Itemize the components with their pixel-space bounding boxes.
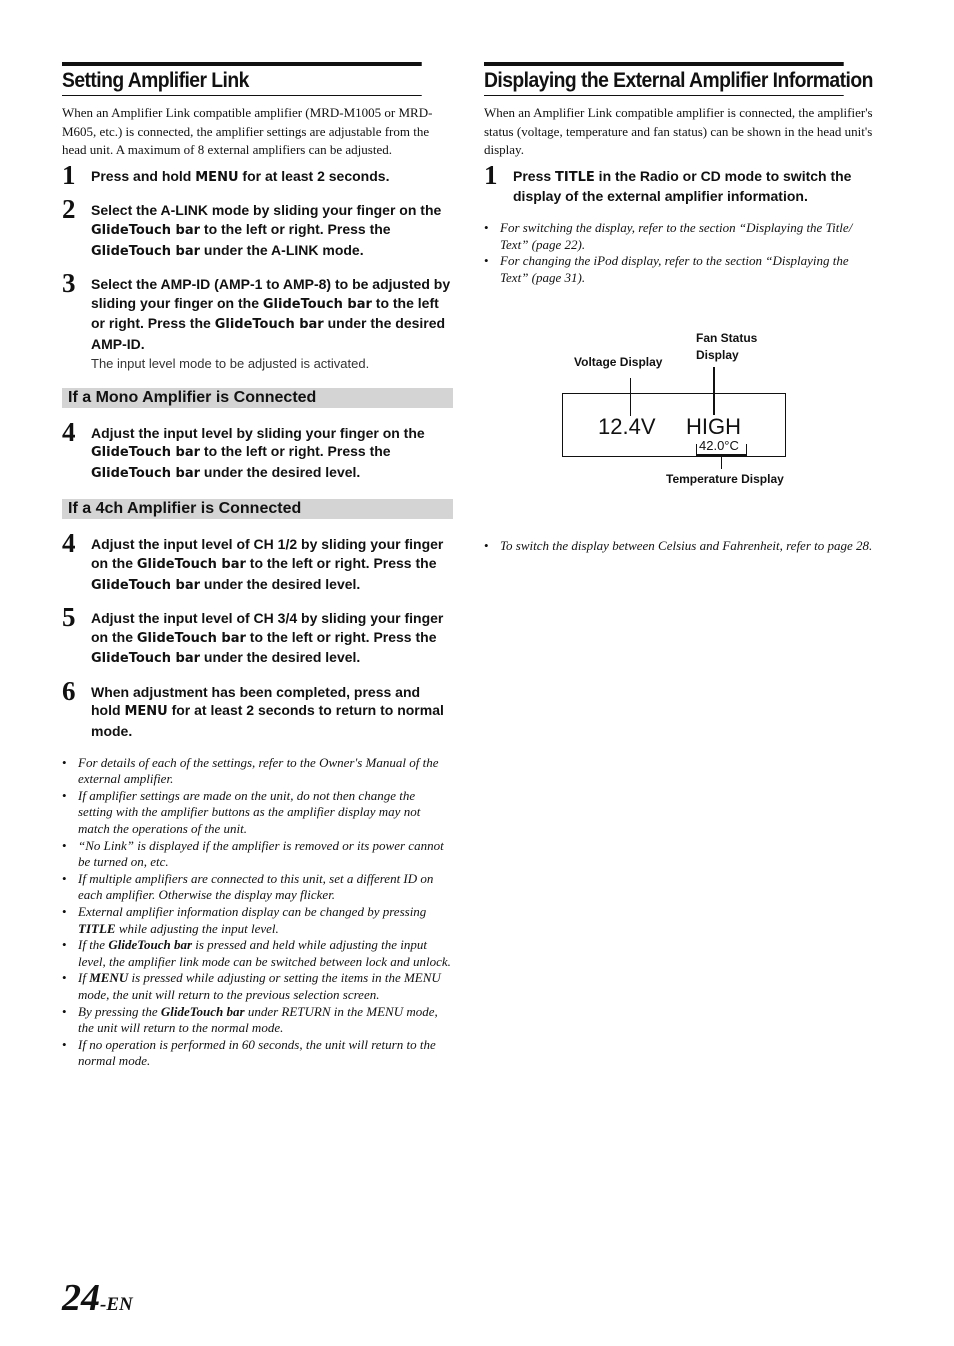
temp-bracket-left xyxy=(696,444,697,455)
step-text: Adjust the input level of CH 3/4 by sliding your finger on the GlideTouch bar to the left or right. Press the GlideTouch bar under the desired level. xyxy=(91,610,444,667)
step-text: Press TITLE in the Radio or CD mode to switch the display of the external amplifier information. xyxy=(513,167,852,205)
keyword: GlideTouch bar xyxy=(214,317,324,333)
step-item xyxy=(484,159,875,206)
keyword: TITLE xyxy=(555,169,595,185)
fan-status-value: HIGH xyxy=(686,414,741,440)
amplifier-display-screen xyxy=(562,393,786,457)
step-number: 2 xyxy=(62,194,76,225)
notes-list-2 xyxy=(484,538,875,555)
section-title-amplifier-link: Setting Amplifier Link xyxy=(62,62,422,96)
mono-step xyxy=(62,416,453,484)
intro-paragraph: When an Amplifier Link compatible amplifier (MRD-M1005 or MRD-M605, etc.) is connected, the amplifier settings are adjustable from the head unit. A maximum of 8 external amplifiers can be adjusted. xyxy=(62,105,433,158)
note-item: • For changing the iPod display, refer to the section “Displaying the Text” (page 31). xyxy=(484,253,875,286)
step-text: Select the AMP-ID (AMP-1 to AMP-8) to be adjusted by sliding your finger on the GlideTouch bar to the left or right. Press the GlideTouch bar under the desired AMP-ID. xyxy=(91,276,451,352)
temperature-value: 42.0°C xyxy=(699,438,739,454)
step-item xyxy=(62,528,453,595)
step-number: 5 xyxy=(62,602,76,633)
right-column xyxy=(484,62,875,555)
fan-status-label: Fan Status Display xyxy=(696,331,758,363)
step-number: 1 xyxy=(62,159,76,190)
keyword: GlideTouch bar xyxy=(91,445,201,461)
step-text: Adjust the input level of CH 1/2 by sliding your finger on the GlideTouch bar to the left or right. Press the GlideTouch bar under the desired level. xyxy=(91,536,444,593)
notes-list xyxy=(62,755,453,1070)
step-item xyxy=(62,194,453,261)
keyword: MENU xyxy=(124,704,168,720)
voltage-display-label: Voltage Display xyxy=(574,355,663,370)
note-item: • For details of each of the settings, refer to the Owner's Manual of the external amplifier. xyxy=(62,755,453,788)
steps-list xyxy=(62,159,453,372)
note-item: • External amplifier information display can be changed by pressing TITLE while adjusting the input level. xyxy=(62,904,453,937)
keyword: GlideTouch bar xyxy=(91,577,201,593)
note-item: • By pressing the GlideTouch bar under RETURN in the MENU mode, the unit will return to the normal mode. xyxy=(62,1004,453,1037)
keyword: GlideTouch bar xyxy=(91,651,201,667)
keyword: GlideTouch bar xyxy=(108,937,192,953)
step-item xyxy=(62,268,453,371)
note-item: • If amplifier settings are made on the unit, do not then change the setting with the amplifier buttons as the amplifier display may not match the operations of the unit. xyxy=(62,788,453,838)
temperature-display-label: Temperature Display xyxy=(666,472,784,487)
step-text: Select the A-LINK mode by sliding your finger on the GlideTouch bar to the left or right. Press the GlideTouch bar under the A-LINK mode. xyxy=(91,202,442,259)
keyword: GlideTouch bar xyxy=(136,630,246,646)
page-number: 24-EN xyxy=(62,1277,133,1319)
left-column xyxy=(62,62,453,1070)
step-item xyxy=(62,416,453,484)
step-note: The input level mode to be adjusted is activated. xyxy=(91,355,370,371)
note-item: • To switch the display between Celsius and Fahrenheit, refer to page 28. xyxy=(484,538,875,555)
keyword: MENU xyxy=(195,169,239,185)
step-text: Adjust the input level by sliding your finger on the GlideTouch bar to the left or right. Press the GlideTouch bar under the desired level. xyxy=(91,424,425,481)
temp-callout-line xyxy=(721,455,722,469)
note-item: • If the GlideTouch bar is pressed and held while adjusting the input level, the amplifier link mode can be switched between lock and unlock. xyxy=(62,937,453,970)
step-number: 4 xyxy=(62,416,76,447)
step-number: 6 xyxy=(62,675,76,706)
step-item xyxy=(62,159,453,190)
section-title-external-info: Displaying the External Amplifier Information xyxy=(484,62,844,96)
note-item: • If MENU is pressed while adjusting or setting the items in the MENU mode, the unit will return to the previous selection screen. xyxy=(62,970,453,1003)
step-item xyxy=(62,602,453,669)
note-item: • If no operation is performed in 60 seconds, the unit will return to the normal mode. xyxy=(62,1037,453,1070)
note-item: • If multiple amplifiers are connected to this unit, set a different ID on each amplifier. Otherwise the display may flicker. xyxy=(62,871,453,904)
subheading-4ch: If a 4ch Amplifier is Connected xyxy=(62,499,453,519)
keyword: GlideTouch bar xyxy=(136,556,246,572)
voltage-value: 12.4V xyxy=(598,414,656,440)
subheading-mono: If a Mono Amplifier is Connected xyxy=(62,388,453,408)
display-diagram xyxy=(484,330,875,530)
step-text: Press and hold MENU for at least 2 seconds. xyxy=(91,167,390,185)
step-item xyxy=(62,675,453,741)
step-number: 1 xyxy=(484,159,498,190)
keyword: GlideTouch bar xyxy=(91,465,201,481)
step-number: 3 xyxy=(62,268,76,299)
notes-list xyxy=(484,220,875,286)
step-number: 4 xyxy=(62,528,76,559)
note-item: • For switching the display, refer to the section “Displaying the Title/ Text” (page 22). xyxy=(484,220,875,253)
note-item: • “No Link” is displayed if the amplifier is removed or its power cannot be turned on, etc. xyxy=(62,838,453,871)
keyword: GlideTouch bar xyxy=(91,243,201,259)
intro-paragraph: When an Amplifier Link compatible amplifier is connected, the amplifier's status (voltage, temperature and fan status) can be shown in the head unit's display. xyxy=(484,105,873,158)
keyword: TITLE xyxy=(78,920,116,936)
step-text: When adjustment has been completed, press and hold MENU for at least 2 seconds to return to normal mode. xyxy=(91,683,444,740)
keyword: GlideTouch bar xyxy=(91,222,201,238)
temp-bracket-right xyxy=(746,444,747,455)
keyword: GlideTouch bar xyxy=(262,296,372,312)
steps-list xyxy=(484,159,875,206)
fourch-steps xyxy=(62,528,453,740)
keyword: MENU xyxy=(89,970,129,986)
keyword: GlideTouch bar xyxy=(160,1003,245,1019)
